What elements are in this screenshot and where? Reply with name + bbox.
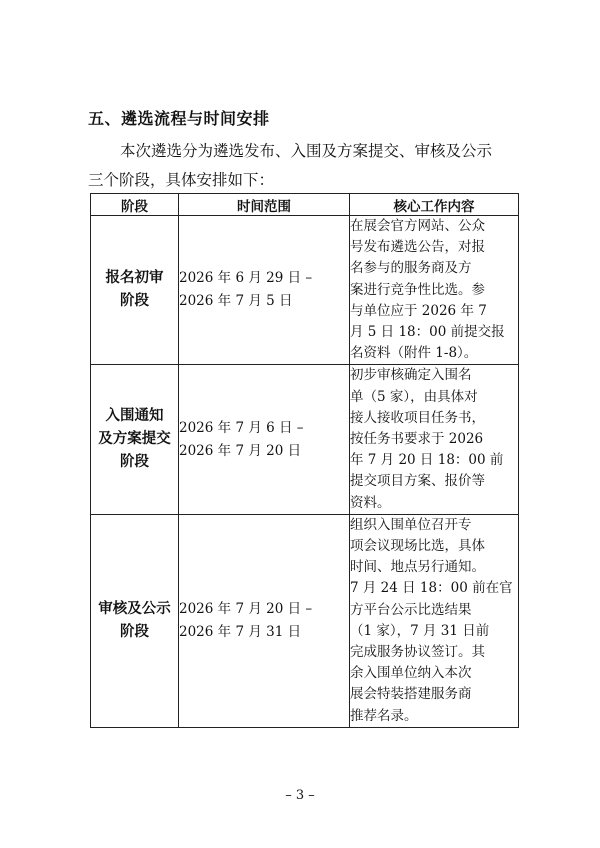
stage-cell — [91, 514, 179, 727]
time-end: 2026 年 7 月 20 日 — [179, 442, 302, 459]
header-time-range: 时间范围 — [179, 194, 350, 216]
time-start: 2026 年 7 月 20 日 – — [179, 600, 313, 617]
time-end: 2026 年 7 月 31 日 — [179, 623, 302, 640]
header-stage: 阶段 — [91, 194, 179, 216]
stage-line: 阶段 — [120, 623, 149, 640]
section-heading: 五、遴选流程与时间安排 — [88, 109, 270, 128]
time-cell — [179, 216, 350, 365]
stage-line: 阶段 — [120, 293, 149, 310]
work-line: 组织入围单位召开专 — [350, 516, 472, 533]
work-line: 初步审核确定入围名 — [350, 367, 472, 384]
stage-line: 报名初审 — [105, 270, 164, 287]
work-line: 按任务书要求于 2026 — [350, 431, 484, 448]
intro-line-2: 三个阶段，具体安排如下： — [88, 171, 275, 189]
stage-line: 及方案提交 — [98, 431, 171, 448]
work-cell — [350, 514, 519, 727]
time-end: 2026 年 7 月 5 日 — [179, 293, 293, 310]
work-line: 名资料（附件 1-8）。 — [350, 345, 478, 362]
intro-line-1: 本次遴选分为遴选发布、入围及方案提交、审核及公示 — [120, 142, 493, 160]
work-line: 案进行竞争性比选。参 — [350, 281, 485, 298]
work-cell — [350, 365, 519, 514]
stage-cell — [91, 365, 179, 514]
work-line: 号发布遴选公告，对报 — [350, 239, 485, 256]
header-core-work: 核心工作内容 — [350, 194, 519, 216]
work-line: 项会议现场比选，具体 — [350, 538, 485, 555]
stage-line: 入围通知 — [105, 408, 164, 425]
work-line: 余入围单位纳入本次 — [350, 665, 472, 682]
work-line: 7 月 24 日 18：00 前在官 — [350, 580, 513, 597]
table-row — [91, 365, 519, 514]
work-line: 时间、地点另行通知。 — [350, 559, 485, 576]
work-line: 推荐名录。 — [350, 707, 418, 724]
work-line: 展会特装搭建服务商 — [350, 686, 472, 703]
table-row — [91, 216, 519, 365]
work-line: 提交项目方案、报价等 — [350, 473, 485, 490]
time-start: 2026 年 6 月 29 日 – — [179, 270, 313, 287]
time-cell — [179, 514, 350, 727]
work-line: 方平台公示比选结果 — [350, 601, 472, 618]
work-line: 单（5 家），由具体对 — [350, 388, 478, 405]
stage-cell — [91, 216, 179, 365]
work-line: 年 7 月 20 日 18：00 前 — [350, 452, 504, 469]
work-cell — [350, 216, 519, 365]
work-line: 完成服务协议签订。其 — [350, 644, 485, 661]
page-number: – 3 – — [285, 788, 315, 803]
time-cell — [179, 365, 350, 514]
table-row — [91, 514, 519, 727]
stage-line: 阶段 — [120, 454, 149, 471]
schedule-table — [90, 193, 519, 728]
work-line: 名参与的服务商及方 — [350, 260, 472, 277]
work-line: 接人接收项目任务书， — [350, 409, 485, 426]
work-line: 与单位应于 2026 年 7 — [350, 302, 487, 319]
work-line: 资料。 — [350, 494, 391, 511]
work-line: 月 5 日 18：00 前提交报 — [350, 324, 505, 341]
work-line: （1 家），7 月 31 日前 — [350, 622, 490, 639]
work-line: 在展会官方网站、公众 — [350, 218, 485, 234]
stage-line: 审核及公示 — [98, 600, 171, 617]
time-start: 2026 年 7 月 6 日 – — [179, 419, 304, 436]
table-header-row — [91, 194, 519, 216]
